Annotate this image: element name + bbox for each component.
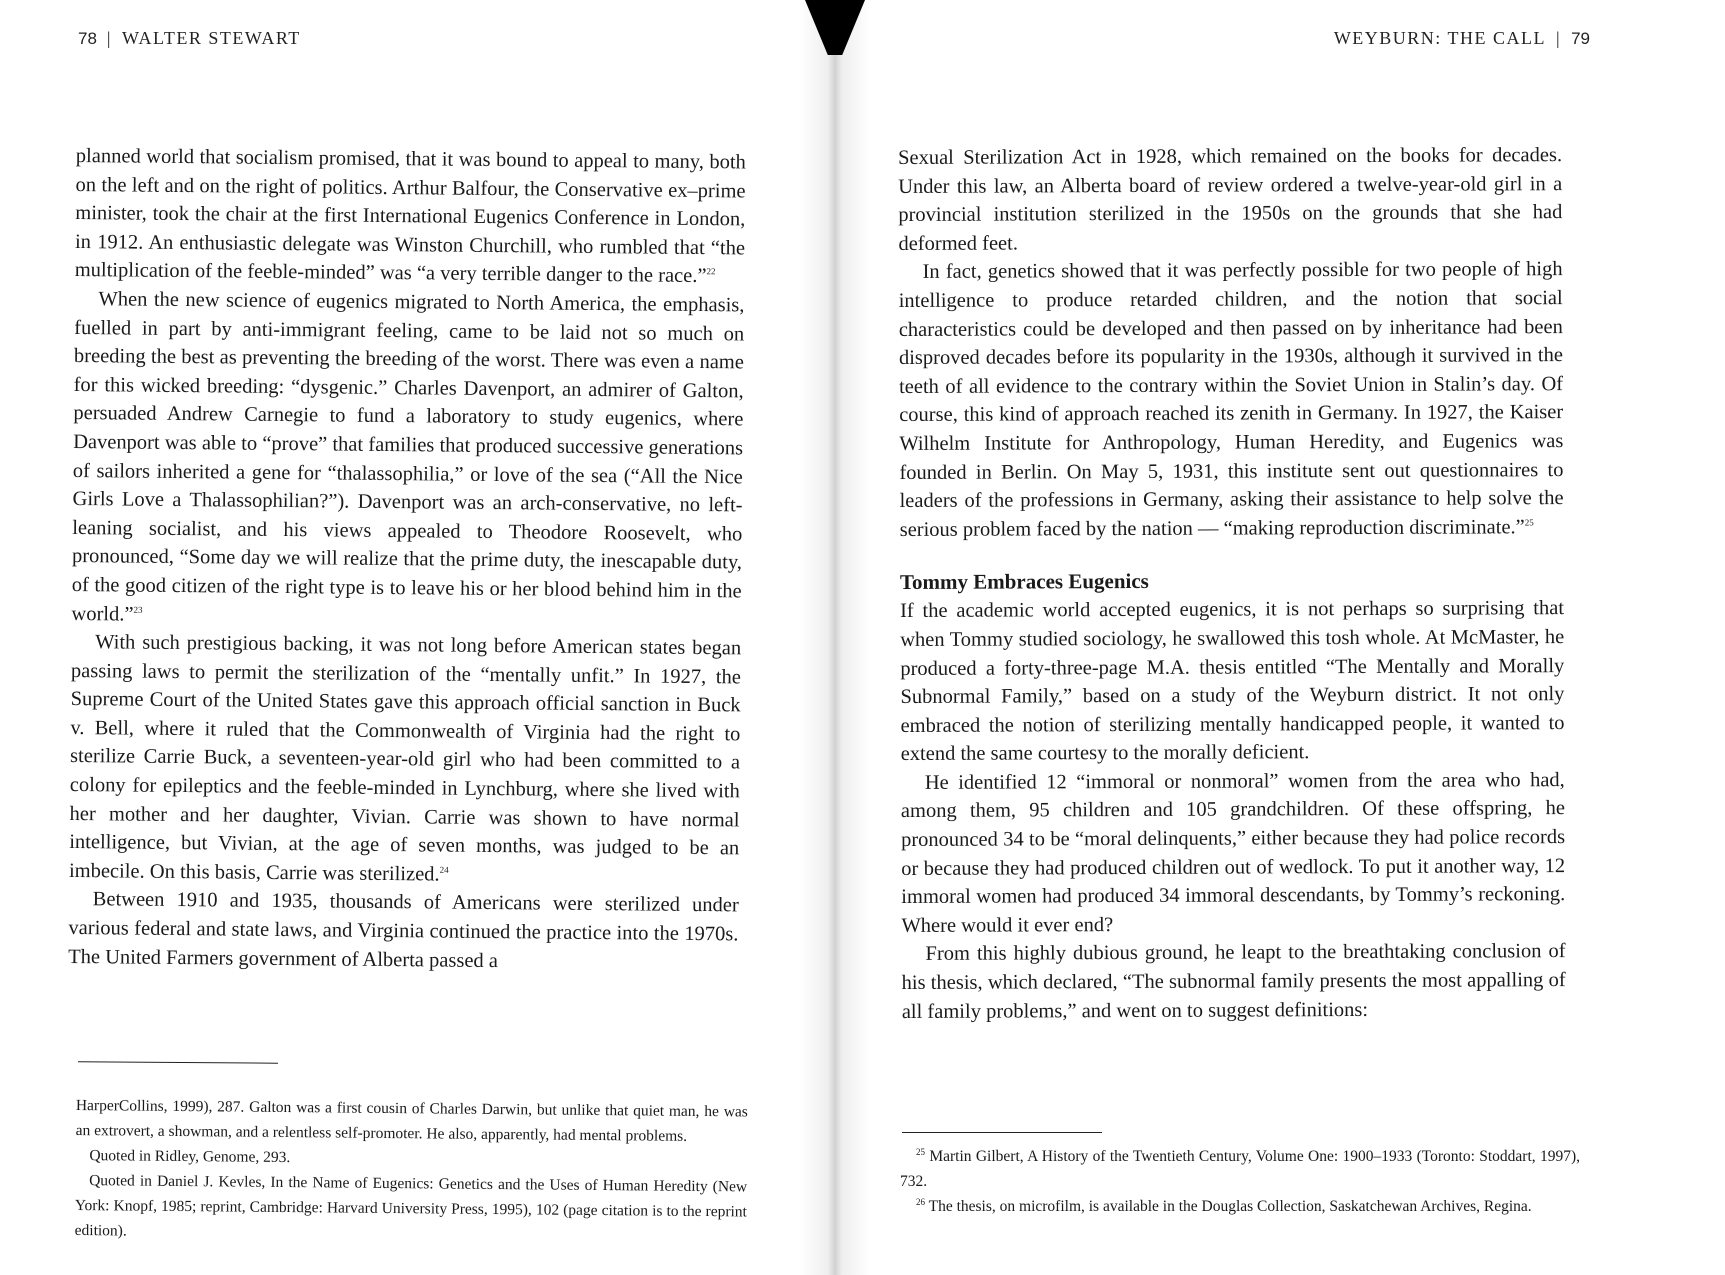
left-page-body	[68, 142, 746, 978]
body-paragraph: From this highly dubious ground, he leapt to the breathtaking conclusion of his thesis, which declared, “The subnormal family presents the most appalling of all family problems,” and went on to suggest definitions:	[901, 940, 1566, 1023]
right-page-body	[898, 141, 1566, 1026]
section-heading: Tommy Embraces Eugenics	[899, 569, 1149, 595]
page-number: 78	[78, 29, 97, 48]
footnote: HarperCollins, 1999), 287. Galton was a first cousin of Charles Darwin, but unlike that quiet man, he was an extrovert, a showman, and a relentless self-promoter. He also, apparently, had mental problems.	[75, 1096, 748, 1145]
footnote: Quoted in Daniel J. Kevles, In the Name of Eugenics: Genetics and the Uses of Human Heredity (New York: Knopf, 1985; reprint, Cambridge: Harvard University Press, 1995), 102 (page citation is to the reprint edition).	[74, 1172, 748, 1240]
right-footnotes	[900, 1144, 1580, 1219]
right-page-header: WEYBURN: THE CALL | 79	[1333, 28, 1590, 48]
note-marker: 23	[133, 604, 143, 615]
note-marker: 24	[439, 864, 449, 875]
right-page	[830, 0, 1725, 1275]
body-paragraph: With such prestigious backing, it was not long before American states began passing laws to permit the sterilization of the “mentally unfit.” In 1927, the Supreme Court of the United States gave this approach official sanction in Buck v. Bell, where it ruled that the Commonwealth of Virginia had the right to sterilize Carrie Buck, a seventeen-year-old girl who had been committed to a colony for epileptics and the feeble-minded in Lynchburg, where she lived with her mother and her daughter, Vivian. Carrie was shown to have normal intelligence, but Vivian, at the age of seven months, was judged to be an imbecile. On this basis, Carrie was sterilized.$^{24}$	[68, 631, 742, 886]
left-page	[0, 0, 830, 1275]
note-marker: 25	[1524, 517, 1534, 528]
body-paragraph: In fact, genetics showed that it was perfectly possible for two people of high intelligence to produce retarded children, and the notion that social characteristics could be developed and then passed on by inheritance had been disproved decades before its popularity in the 1930s, although it survived in the teeth of all evidence to the contrary within the Soviet Union in Stalin’s day. Of course, this kind of approach reached its zenith in Germany. In 1927, the Kaiser Wilhelm Institute for Anthropology, Human Heredity, and Eugenics was founded in Berlin. On May 5, 1931, this institute sent out questionnaires to leaders of the professions in Germany, asking their assistance to help solve the serious problem faced by the nation — “making reproduction discriminate.”$^{25}$	[898, 258, 1564, 541]
body-paragraph: He identified 12 “immoral or nonmoral” women from the area who had, among them, 95 children and 105 grandchildren. Of these offspring, he pronounced 34 to be “moral delinquents,” either because they had police records or because they had produced children out of wedlock. To put it another way, 12 immoral women had produced 34 immoral descendants, by Tommy’s reckoning. Where would it ever end?	[900, 768, 1566, 937]
footnote: $^{26}$ The thesis, on microfilm, is available in the Douglas Collection, Saskatchewan Archives, Regina.	[916, 1196, 1532, 1215]
page-number: 79	[1571, 29, 1590, 48]
footnote: $^{25}$ Martin Gilbert, A History of the Twentieth Century, Volume One: 1900–1933 (Toronto: Stoddart, 1997), 732.	[900, 1146, 1581, 1190]
note-marker: 22	[706, 266, 716, 277]
running-head: WALTER STEWART	[122, 28, 301, 48]
body-paragraph: When the new science of eugenics migrated to North America, the emphasis, fuelled in part by anti-immigrant feeling, came to be laid not so much on breeding the best as preventing the breeding of the worst. There was even a name for this wicked breeding: “dysgenic.” Charles Davenport, an admirer of Galton, persuaded Andrew Carnegie to fund a laboratory to study eugenics, where Davenport was able to “prove” that families that produced successive generations of sailors inherited a gene for “thalassophilia,” or love of the sea (“All the Nice Girls Love a Thalassophilian?”). Davenport was an arch-conservative, no left-leaning socialist, and his views appealed to Theodore Roosevelt, who pronounced, “Some day we will realize that the prime duty, the inescapable duty, of the good citizen of the right type is to leave his or her blood behind him in the world.”$^{23}$	[71, 288, 745, 626]
note-marker: 26	[916, 1196, 925, 1207]
footnote: Quoted in Ridley, Genome, 293.	[89, 1147, 291, 1167]
body-paragraph: planned world that socialism promised, that it was bound to appeal to many, both on the left and on the right of politics. Arthur Balfour, the Conservative ex–prime minister, took the chair at the first International Eugenics Conference in London, in 1912. An enthusiastic delegate was Winston Churchill, who rumbled that “the multiplication of the feeble-minded” was “a very terrible danger to the race.”$^{22}$	[74, 144, 746, 288]
running-head: WEYBURN: THE CALL	[1333, 28, 1546, 48]
left-page-header: 78 | WALTER STEWART	[78, 28, 301, 48]
body-paragraph: Sexual Sterilization Act in 1928, which remained on the books for decades. Under this law, an Alberta board of review ordered a twelve-year-old girl in a provincial institution sterilized in the 1950s on the grounds that she had deformed feet.	[898, 144, 1563, 255]
footnote-rule	[78, 1061, 278, 1063]
note-marker: 25	[916, 1146, 925, 1157]
body-paragraph: If the academic world accepted eugenics, it is not perhaps so surprising that when Tommy studied sociology, he swallowed this tosh whole. At McMaster, he produced a forty-three-page M.A. thesis entitled “The Mentally and Morally Subnormal Family,” based on a study of the Weyburn district. It not only embraced the notion of sterilizing mentally handicapped people, it wanted to extend the same courtesy to the morally deficient.	[899, 597, 1565, 766]
footnote-rule	[902, 1132, 1102, 1133]
left-footnotes	[75, 1093, 748, 1249]
body-paragraph: Between 1910 and 1935, thousands of Americans were sterilized under various federal and state laws, and Virginia continued the practice into the 1970s. The United Farmers government of Alberta passed a	[68, 888, 739, 972]
